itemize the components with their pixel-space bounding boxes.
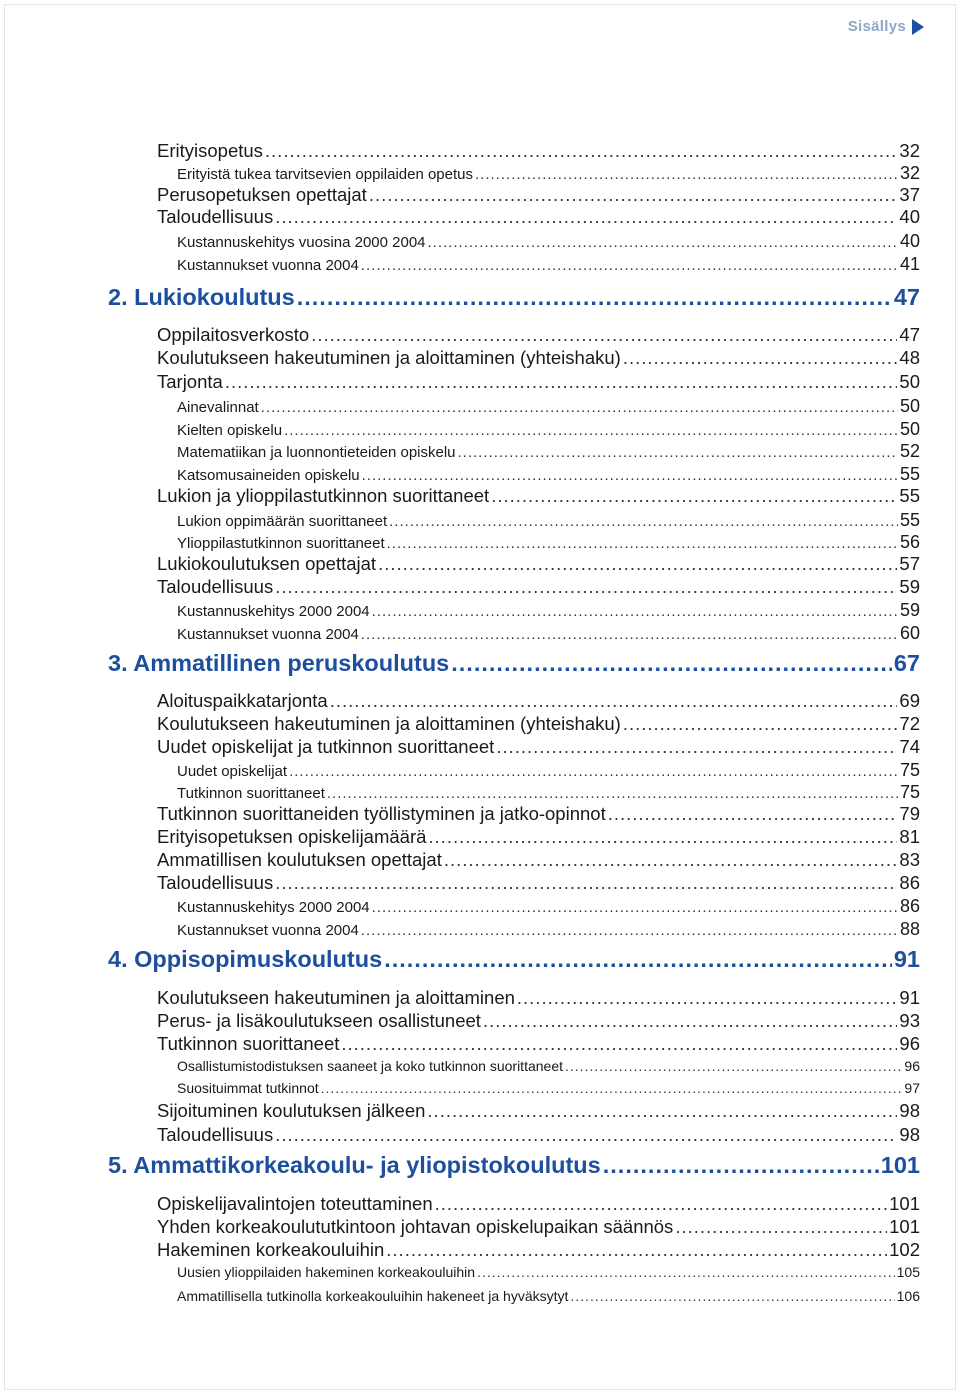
toc-entry-title: Aloituspaikkatarjonta xyxy=(157,690,328,711)
dot-leader xyxy=(321,1080,903,1096)
dot-leader xyxy=(451,650,892,677)
dot-leader xyxy=(372,603,898,620)
toc-entry[interactable] xyxy=(157,690,920,714)
toc-entry-page: 75 xyxy=(899,782,920,802)
dot-leader xyxy=(517,987,898,1009)
dot-leader xyxy=(570,1288,894,1304)
dot-leader xyxy=(275,576,897,598)
toc-entry[interactable] xyxy=(177,464,920,486)
toc-entry[interactable] xyxy=(177,231,920,253)
toc-chapter[interactable] xyxy=(108,284,920,314)
toc-entry-page: 96 xyxy=(899,1033,920,1054)
toc-entry-page: 98 xyxy=(899,1124,920,1145)
dot-leader xyxy=(608,803,898,825)
toc-entry-page: 57 xyxy=(899,553,920,574)
toc-entry[interactable] xyxy=(157,576,920,600)
toc-entry-title: Kustannuskehitys vuosina 2000 2004 xyxy=(177,234,426,251)
toc-chapter[interactable] xyxy=(108,946,920,976)
toc-entry[interactable] xyxy=(157,206,920,230)
toc-entry-title: Suosituimmat tutkinnot xyxy=(177,1080,319,1096)
toc-entry[interactable] xyxy=(177,896,920,918)
toc-entry-page: 101 xyxy=(889,1193,920,1214)
toc-entry[interactable] xyxy=(177,782,920,804)
dot-leader xyxy=(265,140,898,162)
toc-entry-page: 32 xyxy=(899,163,920,183)
toc-entry[interactable] xyxy=(177,1264,920,1284)
toc-entry[interactable] xyxy=(177,441,920,463)
toc-entry-page: 37 xyxy=(899,184,920,205)
dot-leader xyxy=(458,444,898,461)
dot-leader xyxy=(483,1010,897,1032)
toc-entry-page: 50 xyxy=(899,419,920,439)
toc-entry[interactable] xyxy=(157,1033,920,1057)
contents-label: Sisällys xyxy=(847,18,906,35)
toc-entry-title: Tutkinnon suorittaneiden työllistyminen ja jatko-opinnot xyxy=(157,803,606,824)
toc-entry[interactable] xyxy=(157,485,920,509)
dot-leader xyxy=(284,422,898,439)
dot-leader xyxy=(275,1124,897,1146)
toc-entry-title: Perus- ja lisäkoulutukseen osallistuneet xyxy=(157,1010,481,1031)
toc-entry[interactable] xyxy=(157,553,920,577)
toc-entry[interactable] xyxy=(177,919,920,941)
dot-leader xyxy=(225,371,898,393)
toc-chapter-title: 3. Ammatillinen peruskoulutus xyxy=(108,650,450,676)
toc-entry-page: 74 xyxy=(899,736,920,757)
dot-leader xyxy=(361,922,898,939)
toc-entry-title: Matematiikan ja luonnontieteiden opiskelu xyxy=(177,444,456,461)
toc-entry-title: Kustannukset vuonna 2004 xyxy=(177,257,359,274)
toc-entry-title: Tarjonta xyxy=(157,371,223,392)
dot-leader xyxy=(477,1264,895,1280)
toc-entry[interactable] xyxy=(177,419,920,441)
toc-entry[interactable] xyxy=(157,713,920,737)
dot-leader xyxy=(565,1058,902,1074)
toc-entry-page: 79 xyxy=(899,803,920,824)
toc-entry-title: Oppilaitosverkosto xyxy=(157,324,310,345)
toc-entry-page: 96 xyxy=(904,1058,920,1074)
toc-chapter[interactable] xyxy=(108,650,920,680)
toc-chapter[interactable] xyxy=(108,1152,920,1182)
toc-entry[interactable] xyxy=(157,1193,920,1217)
toc-entry-title: Ammatillisella tutkinolla korkeakouluihin hakeneet ja hyväksytyt xyxy=(177,1288,569,1304)
toc-entry-title: Kustannukset vuonna 2004 xyxy=(177,922,359,939)
toc-entry-title: Koulutukseen hakeutuminen ja aloittaminen xyxy=(157,987,515,1008)
dot-leader xyxy=(428,234,898,251)
toc-entry[interactable] xyxy=(177,254,920,276)
toc-entry[interactable] xyxy=(157,371,920,395)
toc-entry-title: Taloudellisuus xyxy=(157,206,274,227)
dot-leader xyxy=(603,1152,879,1179)
toc-entry-title: Lukion ja ylioppilastutkinnon suorittaneet xyxy=(157,485,490,506)
toc-entry-page: 55 xyxy=(899,485,920,506)
dot-leader xyxy=(384,946,892,973)
dot-leader xyxy=(491,485,897,507)
toc-entry-title: Katsomusaineiden opiskelu xyxy=(177,467,360,484)
dot-leader xyxy=(428,826,897,848)
toc-entry-page: 81 xyxy=(899,826,920,847)
toc-entry-page: 98 xyxy=(899,1100,920,1121)
toc-entry[interactable] xyxy=(177,1288,920,1308)
dot-leader xyxy=(387,535,898,552)
toc-entry-page: 50 xyxy=(899,396,920,416)
dot-leader xyxy=(444,849,898,871)
toc-entry-page: 86 xyxy=(899,896,920,916)
toc-entry[interactable] xyxy=(157,1010,920,1034)
toc-entry[interactable] xyxy=(177,510,920,532)
toc-chapter-page: 91 xyxy=(893,946,920,972)
toc-entry-title: Osallistumistodistuksen saaneet ja koko tutkinnon suorittaneet xyxy=(177,1058,563,1074)
dot-leader xyxy=(341,1033,897,1055)
toc-entry-page: 83 xyxy=(899,849,920,870)
toc-entry-title: Erityistä tukea tarvitsevien oppilaiden opetus xyxy=(177,166,474,183)
dot-leader xyxy=(275,872,897,894)
toc-entry-page: 91 xyxy=(899,987,920,1008)
toc-entry[interactable] xyxy=(157,1100,920,1124)
toc-entry-title: Ainevalinnat xyxy=(177,399,259,416)
toc-entry-page: 75 xyxy=(899,760,920,780)
toc-entry-title: Tutkinnon suorittaneet xyxy=(177,785,325,802)
toc-entry-page: 97 xyxy=(904,1080,920,1096)
dot-leader xyxy=(362,467,898,484)
toc-entry[interactable] xyxy=(157,736,920,760)
dot-leader xyxy=(378,553,897,575)
dot-leader xyxy=(311,324,897,346)
dot-leader xyxy=(361,257,898,274)
toc-entry-title: Ammatillisen koulutuksen opettajat xyxy=(157,849,442,870)
toc-entry-title: Taloudellisuus xyxy=(157,576,274,597)
toc-entry[interactable] xyxy=(177,532,920,554)
toc-entry-title: Taloudellisuus xyxy=(157,1124,274,1145)
dot-leader xyxy=(427,1100,897,1122)
toc-entry-page: 41 xyxy=(899,254,920,274)
toc-entry-page: 106 xyxy=(896,1288,920,1304)
toc-chapter-title: 2. Lukiokoulutus xyxy=(108,284,295,310)
toc-entry-page: 50 xyxy=(899,371,920,392)
toc-entry-page: 55 xyxy=(899,510,920,530)
toc-entry-title: Erityisopetuksen opiskelijamäärä xyxy=(157,826,427,847)
toc-entry[interactable] xyxy=(157,1216,920,1240)
toc-entry[interactable] xyxy=(157,872,920,896)
toc-entry[interactable] xyxy=(157,849,920,873)
toc-entry-page: 60 xyxy=(899,623,920,643)
toc-entry-page: 102 xyxy=(889,1239,920,1260)
toc-chapter-page: 47 xyxy=(893,284,920,310)
toc-entry-page: 47 xyxy=(899,324,920,345)
toc-entry-page: 52 xyxy=(899,441,920,461)
toc-entry-title: Opiskelijavalintojen toteuttaminen xyxy=(157,1193,433,1214)
toc-entry[interactable] xyxy=(177,396,920,418)
dot-leader xyxy=(435,1193,888,1215)
toc-entry-title: Yhden korkeakoulututkintoon johtavan opiskelupaikan säännös xyxy=(157,1216,674,1237)
toc-entry-page: 101 xyxy=(889,1216,920,1237)
toc-entry[interactable] xyxy=(157,140,920,164)
toc-entry-title: Taloudellisuus xyxy=(157,872,274,893)
toc-entry[interactable] xyxy=(157,324,920,348)
toc-entry-title: Koulutukseen hakeutuminen ja aloittaminen (yhteishaku) xyxy=(157,713,621,734)
toc-entry-page: 48 xyxy=(899,347,920,368)
toc-entry-title: Uudet opiskelijat xyxy=(177,763,288,780)
toc-entry-title: Erityisopetus xyxy=(157,140,263,161)
toc-chapter-title: 4. Oppisopimuskoulutus xyxy=(108,946,383,972)
toc-entry[interactable] xyxy=(177,1058,920,1078)
toc-entry[interactable] xyxy=(157,826,920,850)
dot-leader xyxy=(275,206,897,228)
toc-entry-page: 56 xyxy=(899,532,920,552)
toc-entry-page: 105 xyxy=(896,1264,920,1280)
dot-leader xyxy=(623,713,898,735)
toc-entry-page: 55 xyxy=(899,464,920,484)
toc-entry-page: 40 xyxy=(899,206,920,227)
toc-entry-title: Kustannukset vuonna 2004 xyxy=(177,626,359,643)
toc-entry[interactable] xyxy=(177,623,920,645)
dot-leader xyxy=(475,166,898,183)
dot-leader xyxy=(330,690,898,712)
dot-leader xyxy=(261,399,898,416)
toc-entry[interactable] xyxy=(157,184,920,208)
toc-entry[interactable] xyxy=(177,1080,920,1100)
dot-leader xyxy=(675,1216,887,1238)
toc-chapter-page: 67 xyxy=(893,650,920,676)
toc-entry-title: Koulutukseen hakeutuminen ja aloittaminen (yhteishaku) xyxy=(157,347,621,368)
toc-entry-title: Kustannuskehitys 2000 2004 xyxy=(177,603,370,620)
dot-leader xyxy=(389,513,898,530)
toc-entry-title: Kielten opiskelu xyxy=(177,422,283,439)
toc-entry-page: 86 xyxy=(899,872,920,893)
toc-chapter-page: 101 xyxy=(880,1152,920,1178)
toc-chapter-title: 5. Ammattikorkeakoulu- ja yliopistokoulutus xyxy=(108,1152,601,1178)
toc-entry-title: Hakeminen korkeakouluihin xyxy=(157,1239,385,1260)
toc-entry-page: 93 xyxy=(899,1010,920,1031)
dot-leader xyxy=(623,347,898,369)
dot-leader xyxy=(327,785,898,802)
dot-leader xyxy=(297,284,892,311)
toc-entry-title: Sijoituminen koulutuksen jälkeen xyxy=(157,1100,426,1121)
toc-entry[interactable] xyxy=(177,600,920,622)
dot-leader xyxy=(289,763,898,780)
toc-entry-page: 88 xyxy=(899,919,920,939)
toc-entry-title: Uusien ylioppilaiden hakeminen korkeakouluihin xyxy=(177,1264,476,1280)
dot-leader xyxy=(361,626,898,643)
dot-leader xyxy=(386,1239,887,1261)
toc-entry-page: 72 xyxy=(899,713,920,734)
toc-entry-page: 59 xyxy=(899,576,920,597)
toc-entry-title: Ylioppilastutkinnon suorittaneet xyxy=(177,535,385,552)
toc-entry-page: 59 xyxy=(899,600,920,620)
toc-entry-page: 69 xyxy=(899,690,920,711)
dot-leader xyxy=(496,736,897,758)
toc-entry-title: Tutkinnon suorittaneet xyxy=(157,1033,340,1054)
toc-entry-title: Kustannuskehitys 2000 2004 xyxy=(177,899,370,916)
toc-entry-title: Lukiokoulutuksen opettajat xyxy=(157,553,377,574)
dot-leader xyxy=(369,184,898,206)
toc-entry[interactable] xyxy=(157,803,920,827)
toc-entry-title: Perusopetuksen opettajat xyxy=(157,184,367,205)
toc-entry[interactable] xyxy=(157,987,920,1011)
toc-entry-title: Uudet opiskelijat ja tutkinnon suorittaneet xyxy=(157,736,495,757)
toc-entry-page: 32 xyxy=(899,140,920,161)
toc-entry[interactable] xyxy=(157,347,920,371)
toc-entry[interactable] xyxy=(157,1239,920,1263)
toc-entry-page: 40 xyxy=(899,231,920,251)
toc-entry[interactable] xyxy=(177,760,920,782)
toc-entry[interactable] xyxy=(157,1124,920,1148)
toc-entry-title: Lukion oppimäärän suorittaneet xyxy=(177,513,388,530)
dot-leader xyxy=(372,899,898,916)
toc-entry[interactable] xyxy=(177,163,920,185)
